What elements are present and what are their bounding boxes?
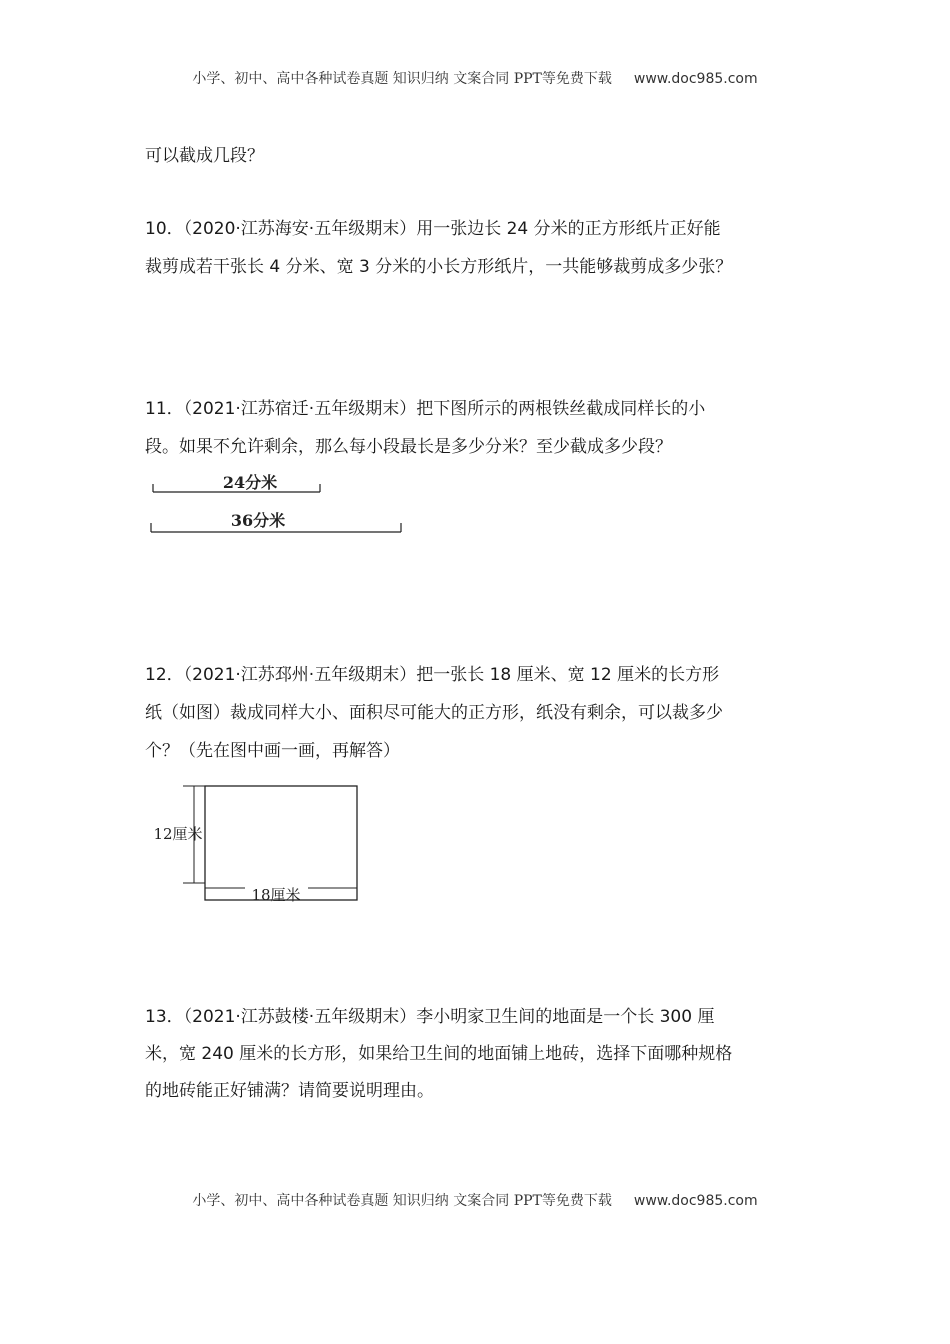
q9-line-1: 可以截成几段？ [145,146,264,166]
q10-line-1: 10．（2020·江苏海安·五年级期末）用一张边长 24 分米的正方形纸片正好能 [145,219,721,239]
width-label: 18厘米 [251,886,301,904]
height-label: 12厘米 [153,825,203,843]
q13-line-3: 的地砖能正好铺满？请简要说明理由。 [145,1081,434,1101]
q12-line-3: 个？（先在图中画一画，再解答） [145,741,400,761]
page-header [0,68,950,88]
wire-figure [140,465,420,545]
footer-site: www.doc985.com [633,1193,758,1209]
q13-line-1: 13．（2021·江苏鼓楼·五年级期末）李小明家卫生间的地面是一个长 300 厘 [145,1007,715,1027]
wire-1-label: 24分米 [222,473,278,492]
q10-line-2: 裁剪成若干张长 4 分米、宽 3 分米的小长方形纸片，一共能够裁剪成多少张？ [145,257,733,277]
rectangle-figure [145,780,370,908]
q12-line-1: 12．（2021·江苏邳州·五年级期末）把一张长 18 厘米、宽 12 厘米的长方形 [145,665,720,685]
q11-line-1: 11．（2021·江苏宿迁·五年级期末）把下图所示的两根铁丝截成同样长的小 [145,399,706,419]
q13-line-2: 米，宽 240 厘米的长方形，如果给卫生间的地面铺上地砖，选择下面哪种规格 [145,1044,733,1064]
wire-2-label: 36分米 [230,511,286,530]
paper-rectangle [205,786,357,900]
footer-text: 小学、初中、高中各种试卷真题 知识归纳 文案合同 PPT等免费下载 [192,1193,612,1209]
q11-line-2: 段。如果不允许剩余，那么每小段最长是多少分米？至少截成多少段？ [145,437,672,457]
header-site: www.doc985.com [633,71,758,87]
q12-line-2: 纸（如图）裁成同样大小、面积尽可能大的正方形，纸没有剩余，可以裁多少 [145,703,723,723]
header-text: 小学、初中、高中各种试卷真题 知识归纳 文案合同 PPT等免费下载 [192,71,612,87]
page-footer [0,1190,950,1210]
